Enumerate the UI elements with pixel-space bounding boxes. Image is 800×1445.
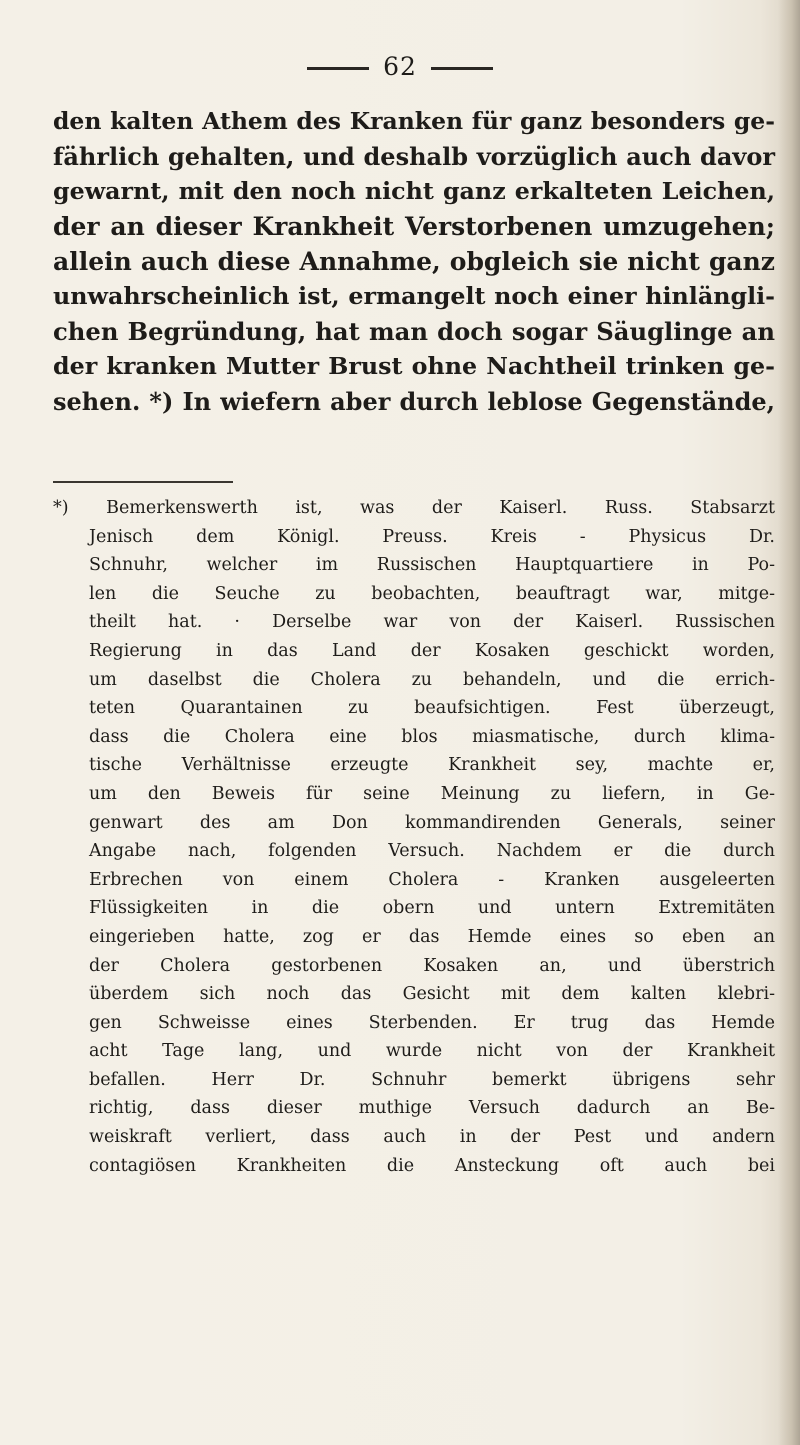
page-number: 62 (383, 52, 417, 81)
footnote-line: Flüssigkeiten in die obern und untern Extremitäten (89, 898, 775, 919)
footnote-line: Erbrechen von einem Cholera - Kranken ausgeleerten (89, 869, 775, 890)
footnote-line: theilt hat. · Derselbe war von der Kaiserl. Russischen (89, 612, 775, 633)
text-line: der an dieser Krankheit Verstorbenen umzugehen; (53, 212, 775, 241)
text-line: der kranken Mutter Brust ohne Nachtheil trinken ge- (53, 352, 775, 380)
footnote-separator (53, 481, 233, 483)
footnote-line: Schnuhr, welcher im Russischen Hauptquartiere in Po- (89, 555, 775, 576)
footnote-line: genwart des am Don kommandirenden Generals, seiner (89, 812, 775, 833)
header-dash-right (431, 67, 493, 70)
header-dash-left (307, 67, 369, 70)
footnote-line: um daselbst die Cholera zu behandeln, und die errich- (89, 669, 775, 690)
text-line: sehen. *) In wiefern aber durch leblose Gegenstände, (53, 387, 775, 416)
text-line: fährlich gehalten, und deshalb vorzüglich auch davor (53, 142, 775, 171)
main-text (53, 104, 775, 419)
footnote-line: der Cholera gestorbenen Kosaken an, und überstrich (89, 955, 775, 976)
footnote-line: Regierung in das Land der Kosaken geschickt worden, (89, 640, 775, 661)
text-line: gewarnt, mit den noch nicht ganz erkalteten Leichen, (53, 177, 775, 205)
footnote-line: acht Tage lang, und wurde nicht von der Krankheit (89, 1041, 775, 1062)
footnote-line: Angabe nach, folgenden Versuch. Nachdem er die durch (89, 841, 775, 862)
text-line: den kalten Athem des Kranken für ganz besonders ge- (53, 107, 775, 135)
footnote-line: dass die Cholera eine blos miasmatische, durch klima- (89, 726, 775, 747)
footnote (53, 494, 775, 1180)
page-header (0, 52, 800, 81)
footnote-line: teten Quarantainen zu beaufsichtigen. Fest überzeugt, (89, 698, 775, 719)
footnote-line: len die Seuche zu beobachten, beauftragt war, mitge- (89, 583, 775, 604)
text-line: allein auch diese Annahme, obgleich sie nicht ganz (53, 247, 775, 276)
footnote-line: Jenisch dem Königl. Preuss. Kreis - Physicus Dr. (89, 526, 775, 547)
footnote-line: befallen. Herr Dr. Schnuhr bemerkt übrigens sehr (89, 1069, 775, 1090)
footnote-line: tische Verhältnisse erzeugte Krankheit sey, machte er, (89, 755, 775, 776)
text-line: unwahrscheinlich ist, ermangelt noch einer hinlängli- (53, 282, 775, 310)
footnote-line: contagiösen Krankheiten die Ansteckung oft auch bei (89, 1155, 775, 1176)
footnote-line: um den Beweis für seine Meinung zu liefern, in Ge- (89, 783, 775, 804)
footnote-line: weiskraft verliert, dass auch in der Pest und andern (89, 1127, 775, 1148)
footnote-line: überdem sich noch das Gesicht mit dem kalten klebri- (89, 984, 775, 1005)
page-edge-shadow (778, 0, 800, 1445)
footnote-line: gen Schweisse eines Sterbenden. Er trug das Hemde (89, 1012, 775, 1033)
footnote-line: richtig, dass dieser muthige Versuch dadurch an Be- (89, 1098, 775, 1119)
text-line: chen Begründung, hat man doch sogar Säuglinge an (53, 317, 775, 346)
footnote-line: *) Bemerkenswerth ist, was der Kaiserl. Russ. Stabsarzt (53, 498, 775, 518)
footnote-line: eingerieben hatte, zog er das Hemde eines so eben an (89, 926, 775, 947)
